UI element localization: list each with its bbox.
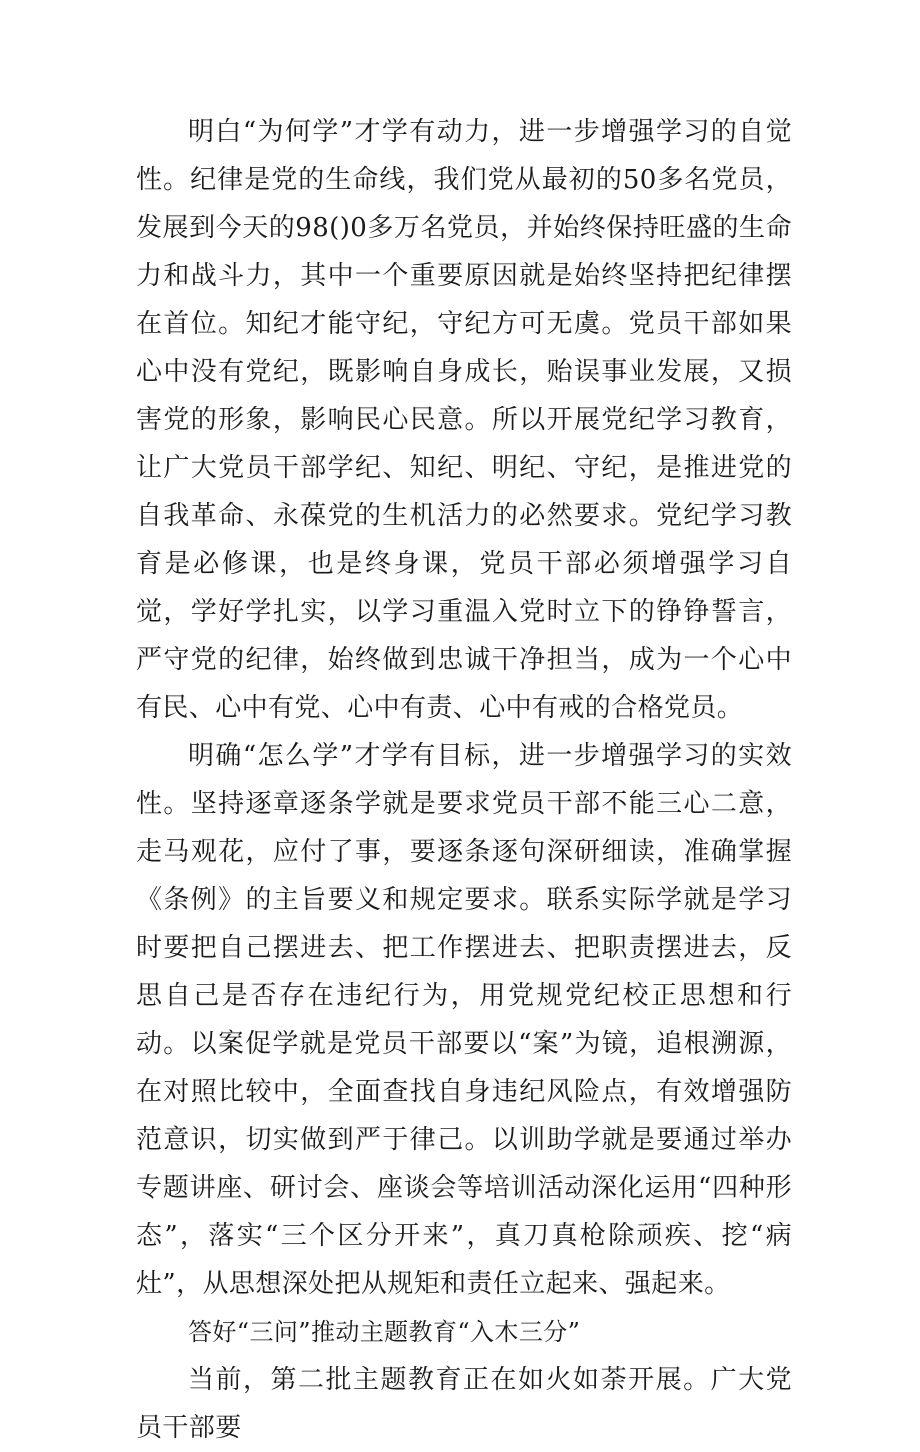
document-body (136, 108, 792, 1452)
paragraph-how-study: 明确“怎么学”才学有目标，进一步增强学习的实效性。坚持逐章逐条学就是要求党员干部不能三心二意，走马观花，应付了事，要逐条逐句深研细读，准确掌握《条例》的主旨要义和规定要求。联系实际学就是学习时要把自己摆进去、把工作摆进去、把职责摆进去，反思自己是否存在违纪行为，用党规党纪校正思想和行动。以案促学就是党员干部要以“案”为镜，追根溯源，在对照比较中，全面查找自身违纪风险点，有效增强防范意识，切实做到严于律己。以训助学就是要通过举办专题讲座、研讨会、座谈会等培训活动深化运用“四种形态”，落实“三个区分开来”，真刀真枪除顽疾、挖“病灶”，从思想深处把从规矩和责任立起来、强起来。 (136, 741, 792, 1299)
paragraph-why-study: 明白“为何学”才学有动力，进一步增强学习的自觉性。纪律是党的生命线，我们党从最初的50多名党员，发展到今天的98()0多万名党员，并始终保持旺盛的生命力和战斗力，其中一个重要原因就是始终坚持把纪律摆在首位。知纪才能守纪，守纪方可无虞。党员干部如果心中没有党纪，既影响自身成长，贻误事业发展，又损害党的形象，影响民心民意。所以开展党纪学习教育，让广大党员干部学纪、知纪、明纪、守纪，是推进党的自我革命、永葆党的生机活力的必然要求。党纪学习教育是必修课，也是终身课，党员干部必须增强学习自觉，学好学扎实，以学习重温入党时立下的铮铮誓言，严守党的纪律，始终做到忠诚干净担当，成为一个心中有民、心中有党、心中有责、心中有戒的合格党员。 (136, 117, 792, 723)
paragraph-current: 当前，第二批主题教育正在如火如荼开展。广大党员干部要 (136, 1365, 792, 1443)
section-heading: 答好“三问”推动主题教育“入木三分” (188, 1318, 581, 1346)
